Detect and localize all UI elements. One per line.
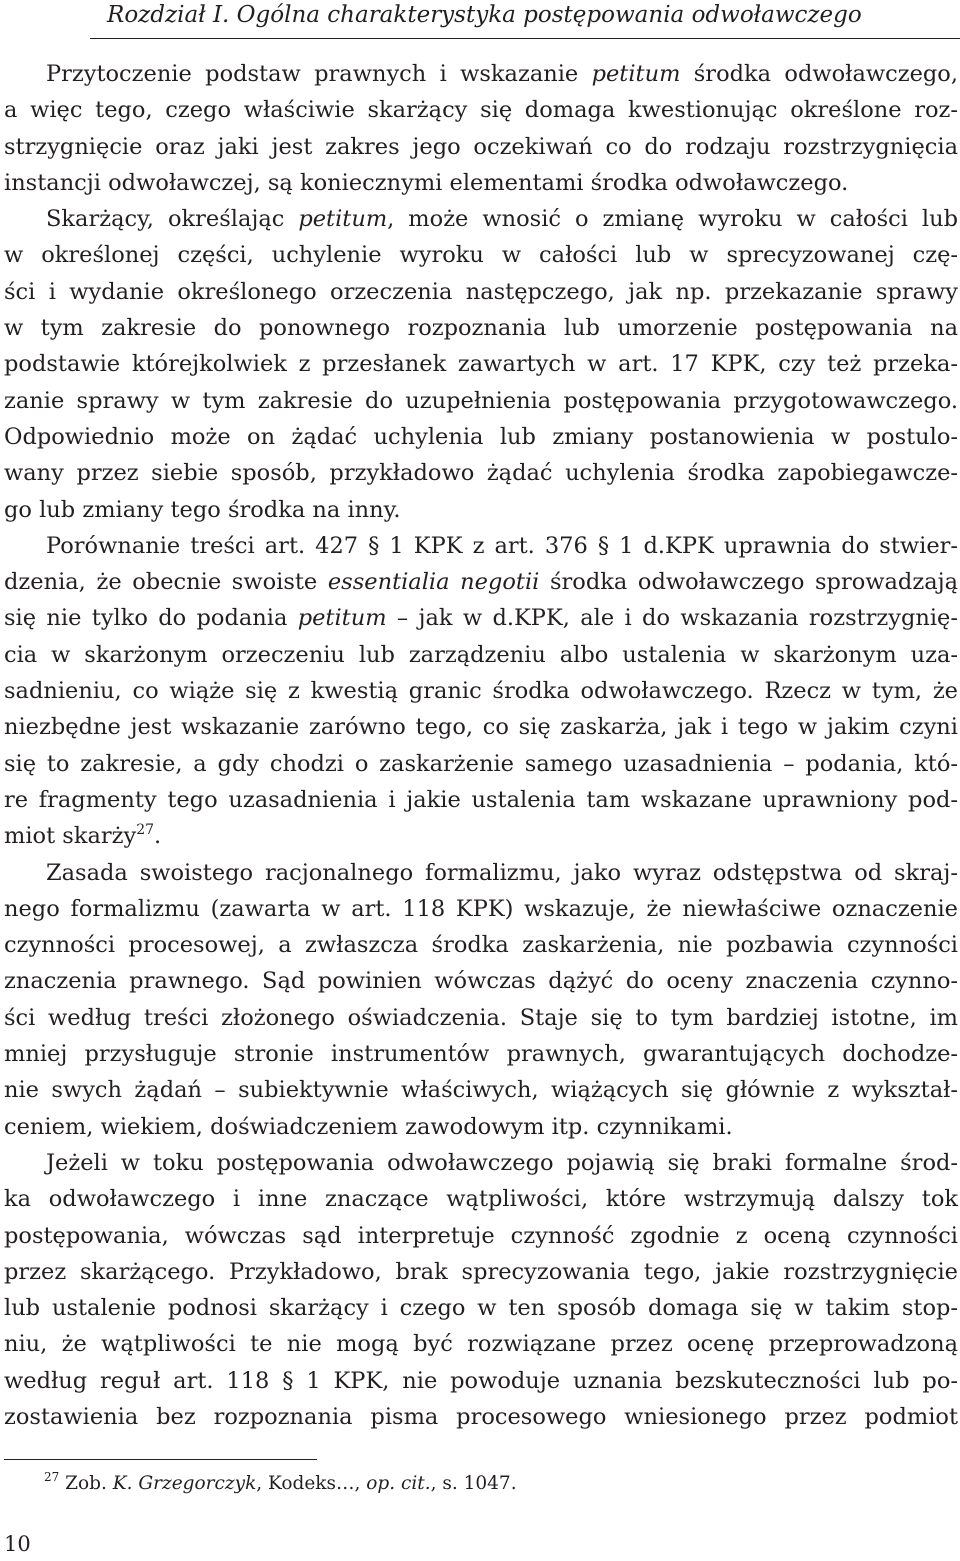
text-line: w określonej części, uchylenie wyroku w całości lub w sprecyzowanej czę- [4, 242, 958, 269]
text-line: ka odwoławczego i inne znaczące wątpliwości, które wstrzymują dalszy tok [4, 1186, 958, 1213]
text-line: Jeżeli w toku postępowania odwoławczego pojawią się braki formalne środ- [46, 1149, 958, 1176]
running-header: Rozdział I. Ogólna charakterystyka postępowania odwoławczego [107, 2, 862, 28]
text-line: go lub zmiany tego środka na inny. [4, 496, 401, 523]
text-line: ści i wydanie określonego orzeczenia następczego, jak np. przekazanie sprawy [4, 278, 958, 305]
text-line: niezbędne jest wskazanie zarówno tego, co się zaskarża, jak i tego w jakim czyni [4, 714, 958, 741]
text-line: w tym zakresie do ponownego rozpoznania lub umorzenie postępowania na [4, 315, 958, 342]
footnote-text: Zob. K. Grzegorczyk, Kodeks…, op. cit., s. 1047. [65, 1473, 517, 1494]
text-line: a więc tego, czego właściwie skarżący się domaga kwestionując określone roz- [4, 97, 958, 124]
text-line: re fragmenty tego uzasadnienia i jakie ustalenia tam wskazane uprawniony pod- [4, 786, 958, 813]
text-line: niu, że wątpliwości te nie mogą być rozwiązane przez ocenę przeprowadzoną [4, 1331, 958, 1358]
text-line: ści według treści złożonego oświadczenia. Staje się to tym bardziej istotne, im [4, 1004, 958, 1031]
text-line: dzenia, że obecnie swoiste essentialia negotii środka odwoławczego sprowadzają [4, 569, 958, 596]
text-line: wany przez siebie sposób, przykładowo żądać uchylenia środka zapobiegawcze- [4, 460, 958, 487]
footnote-rule [4, 1459, 317, 1460]
text-line: się to zakresie, a gdy chodzi o zaskarżenie samego uzasadnienia – podania, któ- [4, 750, 958, 777]
text-line: przez skarżącego. Przykładowo, brak sprecyzowania tego, jakie rozstrzygnięcie [4, 1258, 958, 1285]
text-line: strzygnięcie oraz jaki jest zakres jego oczekiwań co do rodzaju rozstrzygnięcia [4, 133, 958, 160]
text-line: się nie tylko do podania petitum – jak w d.KPK, ale i do wskazania rozstrzygnię- [4, 605, 958, 632]
text-line: Skarżący, określając petitum, może wnosić o zmianę wyroku w całości lub [46, 206, 958, 233]
text-line: miot skarży$^{27}$. [4, 822, 162, 850]
header-rule [90, 38, 960, 39]
text-line: Zasada swoistego racjonalnego formalizmu, jako wyraz odstępstwa od skraj- [46, 859, 958, 886]
text-line: znaczenia prawnego. Sąd powinien wówczas dążyć do oceny znaczenia czynno- [4, 968, 958, 995]
text-line: postępowania, wówczas sąd interpretuje czynność zgodnie z oceną czynności [4, 1222, 958, 1249]
text-line: zostawienia bez rozpoznania pisma procesowego wniesionego przez podmiot [4, 1403, 958, 1430]
text-line: sadnieniu, co wiąże się z kwestią granic środka odwoławczego. Rzecz w tym, że [4, 678, 958, 705]
text-line: według reguł art. 118 § 1 KPK, nie powoduje uznania bezskuteczności lub po- [4, 1367, 958, 1394]
text-line: nego formalizmu (zawarta w art. 118 KPK) wskazuje, że niewłaściwe oznaczenie [4, 895, 958, 922]
text-line: Porównanie treści art. 427 § 1 KPK z art. 376 § 1 d.KPK uprawnia do stwier- [46, 532, 958, 559]
text-line: Przytoczenie podstaw prawnych i wskazanie petitum środka odwoławczego, [46, 61, 958, 87]
text-line: cia w skarżonym orzeczeniu lub zarządzeniu albo ustalenia w skarżonym uza- [4, 641, 958, 668]
body-text [4, 56, 958, 1435]
page-number: 10 [4, 1532, 31, 1556]
text-line: Odpowiednio może on żądać uchylenia lub zmiany postanowienia w postulo- [4, 423, 958, 450]
text-line: lub ustalenie podnosi skarżący i czego w ten sposób domaga się w takim stop- [4, 1295, 958, 1322]
text-line: zanie sprawy w tym zakresie do uzupełnienia postępowania przygotowawczego. [4, 387, 958, 414]
text-line: ceniem, wiekiem, doświadczeniem zawodowym itp. czynnikami. [4, 1113, 733, 1140]
text-line: mniej przysługuje stronie instrumentów prawnych, gwarantujących dochodze- [4, 1041, 958, 1068]
text-line: nie swych żądań – subiektywnie właściwych, wiążących się głównie z wykształ- [4, 1077, 958, 1104]
text-line: instancji odwoławczej, są koniecznymi elementami środka odwoławczego. [4, 169, 849, 196]
footnote-number: 27 [44, 1470, 60, 1484]
text-line: podstawie którejkolwiek z przesłanek zawartych w art. 17 KPK, czy też przeka- [4, 351, 958, 378]
footnote [44, 1470, 517, 1498]
text-line: czynności procesowej, a zwłaszcza środka zaskarżenia, nie pozbawia czynności [4, 932, 958, 959]
